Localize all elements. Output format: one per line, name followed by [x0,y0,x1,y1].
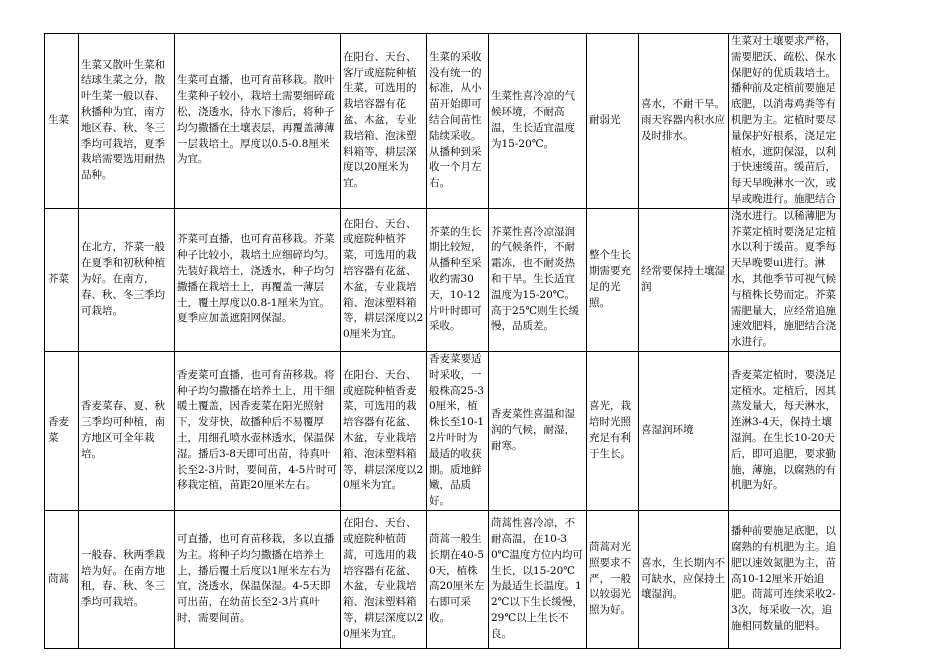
temperature-cell: 生菜性喜冷凉的气候环境，不耐高温，生长适宜温度为15-20℃。 [489,34,587,209]
harvest-cell: 茼蒿一般生长期在40-50天，植株高20厘米左右即可采收。 [427,510,489,648]
water-cell: 经常要保持土壤湿润 [639,208,729,351]
harvest-cell: 芥菜的生长期比较短，从播种至采收约需30天，10-12片叶时即可采收。 [427,208,489,351]
fertilizer-cell: 生菜对土壤要求严格，需要肥沃、疏松、保水保肥好的优质栽培土。播种前及定植前要施足底肥，以消毒鸡粪等有机肥为主。定植时要尽量保护好根系，浇足定植水，遮阴保湿，以利于快速缓苗。缓苗后，每天早晚淋水一次，或早或晚进行。施肥结合 [729,34,841,209]
light-cell: 茼蒿对光照要求不严，一般以较弱光照为好。 [587,510,639,648]
planting-season-cell: 一般春、秋两季栽培为好。在南方地租，春、秋、冬三季均可栽培。 [79,510,175,648]
planting-season-cell: 在北方，芥菜一般在夏季和初秋种植为好。在南方，春、秋、冬三季均可栽培。 [79,208,175,351]
fertilizer-cell: 香麦菜定植时，要浇足定植水。定植后，因其蒸发量大，每天淋水，连淋3-4天，保持土壤湿润。在生长10-20天后，即可追肥，要求勤施，薄施，以腐熟的有机肥为好。 [729,351,841,510]
sowing-method-cell: 可直播，也可育苗移栽，多以直播为主。将种子均匀撒播在培养土上，播后覆土后度以1厘米左右为宜，浇透水，保温保湿。4-5天即可出苗，在幼苗长至2-3片真叶时，需要间苗。 [175,510,341,648]
fertilizer-cell: 播种前要施足底肥，以腐熟的有机肥为主。追肥以速效氮肥为主，苗高10-12厘米开始追肥。茼蒿可连续采收2-3次，每采收一次，追施相同数量的肥料。 [729,510,841,648]
planting-season-cell: 生菜又散叶生菜和结球生菜之分，散叶生菜一般以春、秋播种为宜，南方地区春、秋、冬三季均可栽培，夏季栽培需要选用耐热品种。 [79,34,175,209]
container-cell: 在阳台、天台、或庭院种植芥菜，可选用的栽培容器有花盆、木盆，专业栽培箱、泡沫塑料箱等，耕层深度以20厘米为宜。 [341,208,427,351]
vegetable-name: 茼蒿 [45,510,79,648]
table-row [45,351,841,510]
table-row [45,34,841,209]
vegetable-planting-table [44,33,841,649]
container-cell: 在阳台、天台、客厅或庭院种植生菜，可选用的栽培容器有花盆、木盆，专业栽培箱、泡沫塑料箱等，耕层深度以20厘米为宜。 [341,34,427,209]
sowing-method-cell: 芥菜可直播，也可育苗移栽。芥菜种子比较小，栽培土应细碎均匀。先装好栽培土，浇透水，种子均匀撒播在栽培土上，再覆盖一薄层土，覆土厚度以0.8-1厘米为宜。夏季应加盖遮阳网保湿。 [175,208,341,351]
fertilizer-cell: 浇水进行。以稀薄肥为芥菜定植时要浇足定植水以利于缓苗。夏季每天早晚要ui进行。淋水，其他季节可视气候与植株长势而定。芥菜需肥量大，应经常追施速效肥料，施肥结合浇水进行。 [729,208,841,351]
light-cell: 喜光，栽培时光照充足有利于生长。 [587,351,639,510]
harvest-cell: 香麦菜要适时采收，一般株高25-30厘米，植株长至10-12片叶时为最适的收获期。质地鲜嫩，品质好。 [427,351,489,510]
planting-season-cell: 香麦菜春、夏、秋三季均可种植，南方地区可全年栽培。 [79,351,175,510]
temperature-cell: 芥菜性喜冷凉湿润的气候条件，不耐霜冻，也不耐炎热和干旱。生长适宜温度为15-20℃。高于25℃则生长缓慢，品质差。 [489,208,587,351]
table-row [45,208,841,351]
vegetable-name: 芥菜 [45,208,79,351]
temperature-cell: 茼蒿性喜冷凉，不耐高温，在10-30℃温度方位内均可生长，以15-20℃为最适生长温度。12℃以下生长缓慢，29℃以上生长不良。 [489,510,587,648]
water-cell: 喜水，生长期内不可缺水，应保持土壤湿润。 [639,510,729,648]
container-cell: 在阳台、天台、或庭院种植茼蒿，可选用的栽培容器有花盆、木盆，专业栽培箱、泡沫塑料箱等，耕层深度以20厘米为宜。 [341,510,427,648]
harvest-cell: 生菜的采收没有统一的标准，从小苗开始即可结合间苗性陆续采收。从播种到采收一个月左右。 [427,34,489,209]
light-cell: 整个生长期需要充足的光照。 [587,208,639,351]
light-cell: 耐弱光 [587,34,639,209]
water-cell: 喜湿润环境 [639,351,729,510]
temperature-cell: 香麦菜性喜温和湿润的气候，耐湿，耐寒。 [489,351,587,510]
vegetable-name: 生菜 [45,34,79,209]
sowing-method-cell: 生菜可直播，也可育苗移栽。散叶生菜种子较小，栽培土需要细碎疏松，浇透水，待水下渗后，将种子均匀撒播在土壤表层，再覆盖薄薄一层栽培土。厚度以0.5-0.8厘米为宜。 [175,34,341,209]
table-row [45,510,841,648]
sowing-method-cell: 香麦菜可直播，也可育苗移栽。将种子均匀撒播在培养土上，用干细暖土覆盖，因香麦菜在阳光照射下，发芽快，故播种后不易覆厚土，用细孔喷水壶林透水，保温保湿。播后3-8天即可出苗，待真叶长至2-3片时，要间苗，4-5片时可移栽定植，苗距20厘米左右。 [175,351,341,510]
water-cell: 喜水，不耐干旱。雨天容器内积水应及时排水。 [639,34,729,209]
vegetable-name: 香麦菜 [45,351,79,510]
container-cell: 在阳台、天台、或庭院种植香麦菜，可选用的栽培容器有花盆、木盆，专业栽培箱、泡沫塑料箱等，耕层深度以20厘米为宜。 [341,351,427,510]
